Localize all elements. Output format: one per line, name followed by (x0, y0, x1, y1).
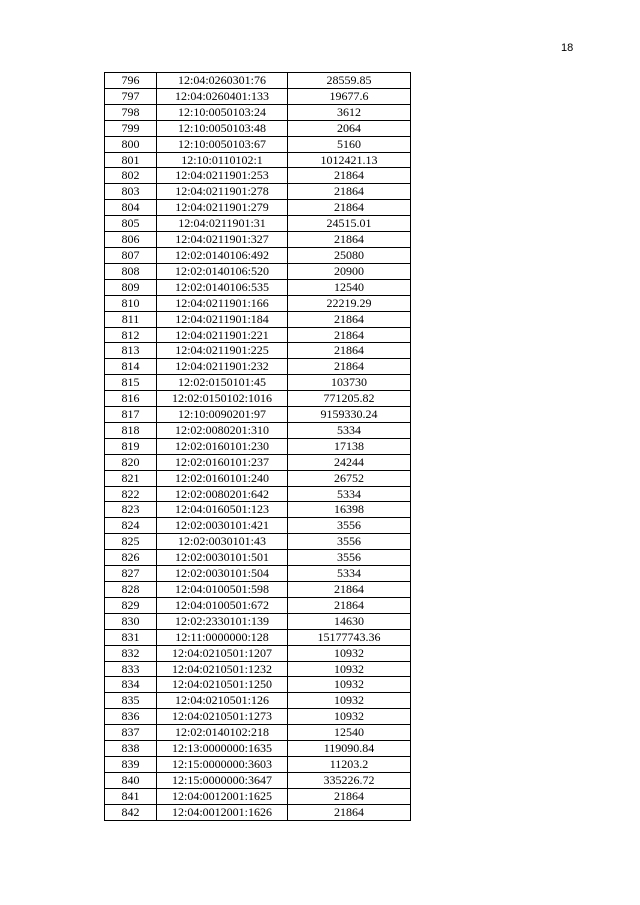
row-number-cell: 833 (105, 661, 157, 677)
cadastral-number-cell: 12:10:0110102:1 (157, 152, 288, 168)
row-number-cell: 838 (105, 741, 157, 757)
value-cell: 3556 (288, 550, 411, 566)
value-cell: 5160 (288, 136, 411, 152)
cadastral-number-cell: 12:04:0211901:232 (157, 359, 288, 375)
table-row (105, 470, 411, 486)
cadastral-number-cell: 12:13:0000000:1635 (157, 741, 288, 757)
cadastral-number-cell: 12:04:0210501:1207 (157, 645, 288, 661)
row-number-cell: 825 (105, 534, 157, 550)
row-number-cell: 820 (105, 454, 157, 470)
value-cell: 28559.85 (288, 73, 411, 89)
value-cell: 2064 (288, 120, 411, 136)
table-row (105, 502, 411, 518)
row-number-cell: 823 (105, 502, 157, 518)
table-row (105, 566, 411, 582)
row-number-cell: 822 (105, 486, 157, 502)
cadastral-number-cell: 12:15:0000000:3603 (157, 756, 288, 772)
value-cell: 119090.84 (288, 741, 411, 757)
table-row (105, 200, 411, 216)
table-row (105, 629, 411, 645)
row-number-cell: 832 (105, 645, 157, 661)
cadastral-number-cell: 12:04:0210501:126 (157, 693, 288, 709)
value-cell: 21864 (288, 184, 411, 200)
value-cell: 17138 (288, 438, 411, 454)
row-number-cell: 813 (105, 343, 157, 359)
value-cell: 21864 (288, 200, 411, 216)
table-row (105, 518, 411, 534)
table-row (105, 741, 411, 757)
value-cell: 335226.72 (288, 772, 411, 788)
cadastral-number-cell: 12:04:0211901:221 (157, 327, 288, 343)
page-number: 18 (561, 42, 574, 54)
table-row (105, 263, 411, 279)
cadastral-number-cell: 12:10:0050103:24 (157, 104, 288, 120)
row-number-cell: 817 (105, 407, 157, 423)
row-number-cell: 797 (105, 88, 157, 104)
value-cell: 24244 (288, 454, 411, 470)
row-number-cell: 806 (105, 232, 157, 248)
row-number-cell: 801 (105, 152, 157, 168)
row-number-cell: 827 (105, 566, 157, 582)
value-cell: 771205.82 (288, 391, 411, 407)
value-cell: 10932 (288, 677, 411, 693)
cadastral-number-cell: 12:02:0150102:1016 (157, 391, 288, 407)
row-number-cell: 799 (105, 120, 157, 136)
table-row (105, 613, 411, 629)
value-cell: 21864 (288, 232, 411, 248)
value-cell: 25080 (288, 247, 411, 263)
table-row (105, 438, 411, 454)
cadastral-number-cell: 12:04:0211901:31 (157, 216, 288, 232)
table-row (105, 359, 411, 375)
table-row (105, 486, 411, 502)
table-row (105, 756, 411, 772)
row-number-cell: 810 (105, 295, 157, 311)
value-cell: 21864 (288, 597, 411, 613)
table-row (105, 597, 411, 613)
value-cell: 21864 (288, 359, 411, 375)
row-number-cell: 811 (105, 311, 157, 327)
cadastral-number-cell: 12:02:0140106:520 (157, 263, 288, 279)
table-row (105, 788, 411, 804)
table-row (105, 725, 411, 741)
value-cell: 21864 (288, 311, 411, 327)
value-cell: 11203.2 (288, 756, 411, 772)
value-cell: 12540 (288, 279, 411, 295)
table-row (105, 582, 411, 598)
value-cell: 14630 (288, 613, 411, 629)
value-cell: 10932 (288, 645, 411, 661)
cadastral-number-cell: 12:04:0160501:123 (157, 502, 288, 518)
table-row (105, 104, 411, 120)
cadastral-number-cell: 12:02:0030101:501 (157, 550, 288, 566)
cadastral-number-cell: 12:02:0160101:230 (157, 438, 288, 454)
cadastral-number-cell: 12:04:0211901:327 (157, 232, 288, 248)
cadastral-number-cell: 12:02:0080201:310 (157, 422, 288, 438)
row-number-cell: 804 (105, 200, 157, 216)
cadastral-number-cell: 12:04:0100501:672 (157, 597, 288, 613)
table-row (105, 232, 411, 248)
table-row (105, 279, 411, 295)
cadastral-number-cell: 12:04:0100501:598 (157, 582, 288, 598)
row-number-cell: 836 (105, 709, 157, 725)
cadastral-number-cell: 12:04:0211901:278 (157, 184, 288, 200)
row-number-cell: 819 (105, 438, 157, 454)
cadastral-number-cell: 12:04:0210501:1250 (157, 677, 288, 693)
row-number-cell: 841 (105, 788, 157, 804)
value-cell: 22219.29 (288, 295, 411, 311)
row-number-cell: 814 (105, 359, 157, 375)
cadastral-number-cell: 12:02:0080201:642 (157, 486, 288, 502)
table-row (105, 375, 411, 391)
row-number-cell: 802 (105, 168, 157, 184)
table-row (105, 677, 411, 693)
table-row (105, 216, 411, 232)
cadastral-number-cell: 12:04:0211901:166 (157, 295, 288, 311)
row-number-cell: 839 (105, 756, 157, 772)
cadastral-number-cell: 12:04:0211901:225 (157, 343, 288, 359)
value-cell: 21864 (288, 804, 411, 820)
cadastral-number-cell: 12:02:0030101:421 (157, 518, 288, 534)
row-number-cell: 837 (105, 725, 157, 741)
cadastral-number-cell: 12:11:0000000:128 (157, 629, 288, 645)
row-number-cell: 829 (105, 597, 157, 613)
row-number-cell: 798 (105, 104, 157, 120)
table-row (105, 661, 411, 677)
cadastral-number-cell: 12:02:0140102:218 (157, 725, 288, 741)
table-row (105, 184, 411, 200)
value-cell: 21864 (288, 788, 411, 804)
value-cell: 103730 (288, 375, 411, 391)
table-row (105, 311, 411, 327)
row-number-cell: 835 (105, 693, 157, 709)
value-cell: 1012421.13 (288, 152, 411, 168)
table-row (105, 343, 411, 359)
cadastral-number-cell: 12:04:0210501:1273 (157, 709, 288, 725)
row-number-cell: 815 (105, 375, 157, 391)
row-number-cell: 812 (105, 327, 157, 343)
row-number-cell: 842 (105, 804, 157, 820)
row-number-cell: 807 (105, 247, 157, 263)
value-cell: 24515.01 (288, 216, 411, 232)
value-cell: 19677.6 (288, 88, 411, 104)
value-cell: 5334 (288, 486, 411, 502)
row-number-cell: 809 (105, 279, 157, 295)
value-cell: 3556 (288, 518, 411, 534)
row-number-cell: 831 (105, 629, 157, 645)
table-body (105, 73, 411, 821)
table-row (105, 247, 411, 263)
row-number-cell: 818 (105, 422, 157, 438)
table-row (105, 136, 411, 152)
value-cell: 21864 (288, 168, 411, 184)
row-number-cell: 824 (105, 518, 157, 534)
table-row (105, 120, 411, 136)
row-number-cell: 840 (105, 772, 157, 788)
cadastral-number-cell: 12:10:0050103:48 (157, 120, 288, 136)
value-cell: 21864 (288, 343, 411, 359)
cadastral-number-cell: 12:02:0030101:504 (157, 566, 288, 582)
row-number-cell: 800 (105, 136, 157, 152)
cadastral-number-cell: 12:02:0140106:535 (157, 279, 288, 295)
row-number-cell: 805 (105, 216, 157, 232)
table-row (105, 804, 411, 820)
row-number-cell: 821 (105, 470, 157, 486)
cadastral-number-cell: 12:02:0140106:492 (157, 247, 288, 263)
cadastral-number-cell: 12:02:0150101:45 (157, 375, 288, 391)
table-row (105, 327, 411, 343)
value-cell: 26752 (288, 470, 411, 486)
cadastral-number-cell: 12:04:0211901:184 (157, 311, 288, 327)
value-cell: 20900 (288, 263, 411, 279)
cadastral-number-cell: 12:04:0012001:1626 (157, 804, 288, 820)
row-number-cell: 834 (105, 677, 157, 693)
table-row (105, 73, 411, 89)
cadastral-number-cell: 12:04:0260301:76 (157, 73, 288, 89)
cadastral-number-cell: 12:02:2330101:139 (157, 613, 288, 629)
table-row (105, 152, 411, 168)
value-cell: 21864 (288, 327, 411, 343)
row-number-cell: 828 (105, 582, 157, 598)
cadastral-number-cell: 12:10:0050103:67 (157, 136, 288, 152)
value-cell: 10932 (288, 693, 411, 709)
value-cell: 10932 (288, 661, 411, 677)
cadastral-number-cell: 12:04:0260401:133 (157, 88, 288, 104)
cadastral-number-cell: 12:04:0211901:279 (157, 200, 288, 216)
table-row (105, 88, 411, 104)
cadastral-number-cell: 12:04:0211901:253 (157, 168, 288, 184)
row-number-cell: 816 (105, 391, 157, 407)
table-row (105, 693, 411, 709)
row-number-cell: 803 (105, 184, 157, 200)
cadastral-number-cell: 12:02:0160101:240 (157, 470, 288, 486)
row-number-cell: 826 (105, 550, 157, 566)
cadastral-number-cell: 12:02:0030101:43 (157, 534, 288, 550)
value-cell: 3556 (288, 534, 411, 550)
value-cell: 12540 (288, 725, 411, 741)
value-cell: 9159330.24 (288, 407, 411, 423)
value-cell: 5334 (288, 422, 411, 438)
value-cell: 15177743.36 (288, 629, 411, 645)
table-row (105, 550, 411, 566)
table-row (105, 168, 411, 184)
table-row (105, 422, 411, 438)
table-row (105, 454, 411, 470)
value-cell: 16398 (288, 502, 411, 518)
cadastral-number-cell: 12:15:0000000:3647 (157, 772, 288, 788)
value-cell: 10932 (288, 709, 411, 725)
table-row (105, 407, 411, 423)
table-row (105, 645, 411, 661)
row-number-cell: 808 (105, 263, 157, 279)
table-row (105, 772, 411, 788)
table-row (105, 534, 411, 550)
data-table (104, 72, 411, 821)
value-cell: 3612 (288, 104, 411, 120)
table-row (105, 709, 411, 725)
cadastral-number-cell: 12:02:0160101:237 (157, 454, 288, 470)
value-cell: 5334 (288, 566, 411, 582)
cadastral-number-cell: 12:04:0012001:1625 (157, 788, 288, 804)
row-number-cell: 796 (105, 73, 157, 89)
cadastral-number-cell: 12:10:0090201:97 (157, 407, 288, 423)
table-row (105, 391, 411, 407)
row-number-cell: 830 (105, 613, 157, 629)
value-cell: 21864 (288, 582, 411, 598)
table-row (105, 295, 411, 311)
cadastral-number-cell: 12:04:0210501:1232 (157, 661, 288, 677)
